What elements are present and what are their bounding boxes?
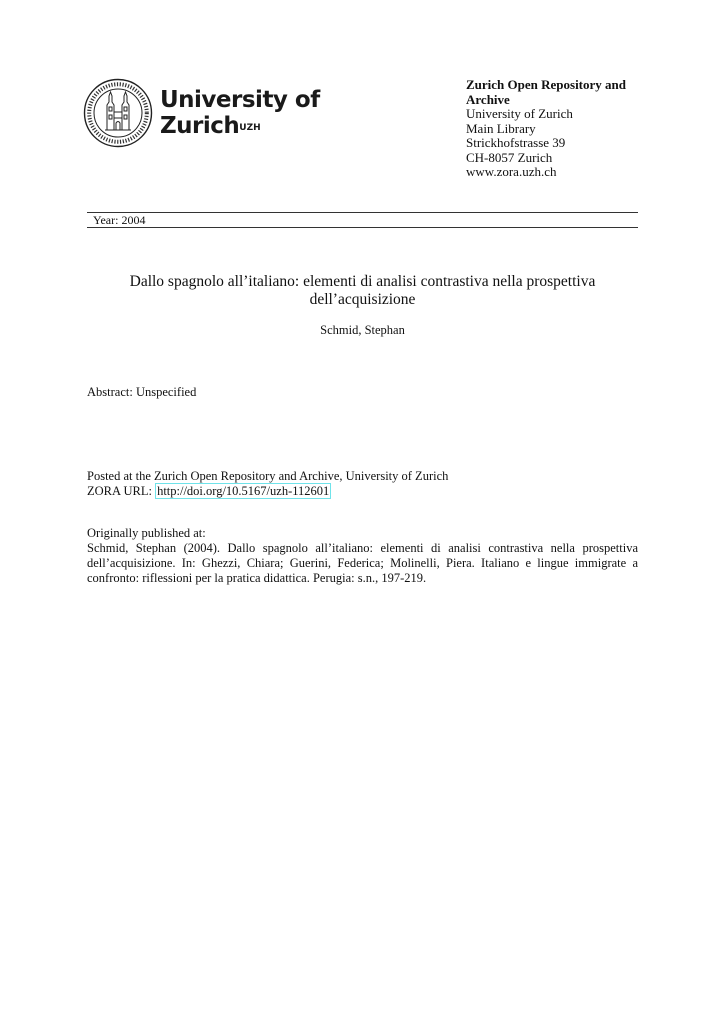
wordmark-superscript: UZH: [239, 123, 261, 133]
paper-title-line-1: Dallo spagnolo all’italiano: elementi di analisi contrastiva nella prospettiva: [129, 273, 596, 290]
posting-info: [87, 469, 638, 499]
repository-institution: University of Zurich: [466, 106, 573, 121]
university-wordmark: [160, 87, 320, 139]
paper-abstract: Abstract: Unspecified: [87, 385, 197, 399]
wordmark-line-1: University of: [160, 87, 320, 113]
paper-title: [87, 273, 638, 309]
repository-name-line-2: Archive: [466, 91, 510, 107]
repository-city: CH-8057 Zurich: [466, 149, 553, 165]
repository-street: Strickhofstrasse 39: [466, 135, 566, 150]
original-citation: Schmid, Stephan (2004). Dallo spagnolo all’italiano: elementi di analisi contrastiva nella prospettiva dell’acquisizione. In: Ghezzi, Chiara; Guerini, Federica; Molinelli, Piera. Italiano e lingue immigrate a confronto: riflessioni per la pratica didattica. Perugia: s.n., 197-219.: [87, 541, 638, 585]
original-publication: [87, 526, 638, 586]
divider-bottom: [87, 227, 638, 228]
paper-author: Schmid, Stephan: [320, 323, 405, 337]
original-heading: Originally published at:: [87, 526, 206, 540]
zora-url-link[interactable]: http://doi.org/10.5167/uzh-112601: [157, 484, 330, 498]
posted-statement: Posted at the Zurich Open Repository and Archive, University of Zurich: [87, 469, 449, 483]
repository-address: [466, 78, 656, 180]
zora-url-label: ZORA URL:: [87, 484, 152, 498]
repository-library: Main Library: [466, 120, 536, 136]
repository-name-line-1: Zurich Open Repository and: [466, 77, 626, 92]
wordmark-line-2: [160, 113, 320, 139]
zora-url-line: [87, 484, 638, 499]
paper-title-line-2: dell’acquisizione: [309, 291, 416, 308]
repository-website: www.zora.uzh.ch: [466, 164, 557, 179]
wordmark-zurich: Zurich: [160, 113, 240, 139]
university-seal-icon: [83, 78, 153, 148]
university-logo: [83, 78, 320, 148]
divider-top: [87, 212, 638, 213]
publication-year: Year: 2004: [93, 213, 146, 227]
